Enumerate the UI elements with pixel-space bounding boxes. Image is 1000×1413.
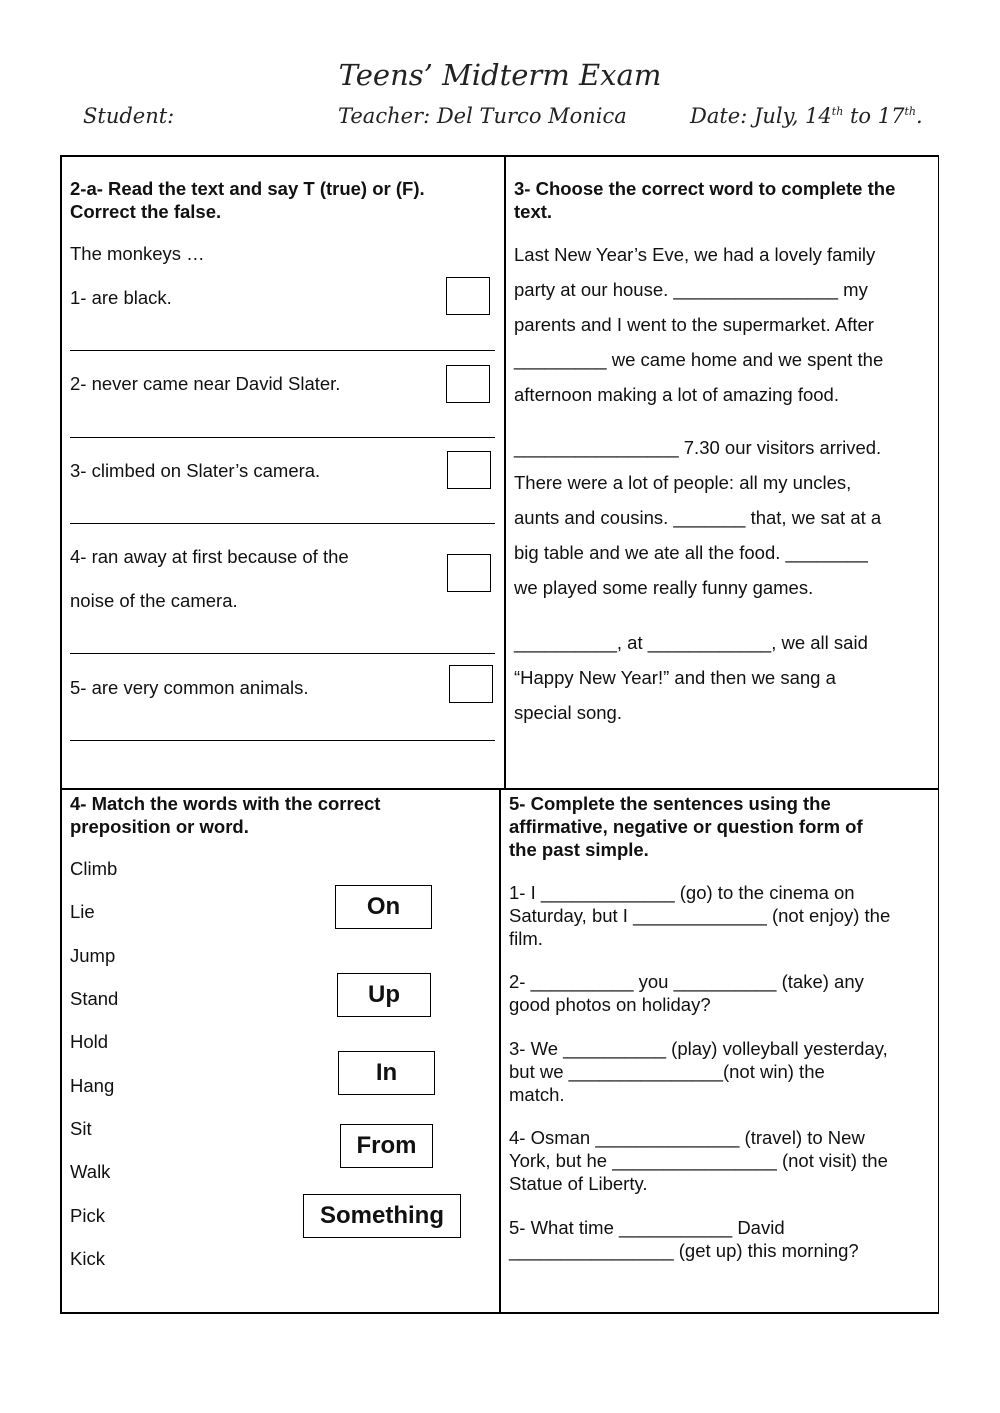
option-up[interactable]: Up (337, 973, 431, 1017)
tf-statement-1: 1- are black. (70, 287, 172, 308)
correction-line-4[interactable] (70, 653, 495, 654)
table-border-top (60, 155, 939, 157)
paragraph-line: parents and I went to the supermarket. After (514, 314, 874, 335)
paragraph-line: ________________ 7.30 our visitors arrived. (514, 437, 882, 458)
paragraph-line: There were a lot of people: all my uncles, (514, 472, 852, 493)
sentence-line: but we _______________(not win) the (509, 1061, 825, 1082)
correction-line-5[interactable] (70, 740, 495, 741)
sentence-line: 2- __________ you __________ (take) any (509, 971, 864, 992)
sentence-4 (509, 1126, 888, 1195)
section-4-heading-line1: 4- Match the words with the correct (70, 793, 381, 814)
verb-jump: Jump (70, 945, 116, 966)
paragraph-line: _________ we came home and we spent the (514, 349, 884, 370)
date-sup-2: th (904, 105, 916, 118)
date-prefix: Date: July, 14 (690, 104, 832, 128)
tf-statement-4-cont: noise of the camera. (70, 590, 238, 611)
section-3-paragraph-1 (514, 237, 883, 412)
correction-line-1[interactable] (70, 350, 495, 351)
section-2a-heading-line1: 2-a- Read the text and say T (true) or (F). (70, 178, 425, 199)
paragraph-line: special song. (514, 702, 622, 723)
section-4-heading-line2: preposition or word. (70, 816, 249, 837)
teacher-label: Teacher: Del Turco Monica (338, 104, 627, 128)
section-3-heading-line1: 3- Choose the correct word to complete the (514, 178, 896, 199)
paragraph-line: we played some really funny games. (514, 577, 814, 598)
paragraph-line: __________, at ____________, we all said (514, 632, 868, 653)
verb-sit: Sit (70, 1118, 92, 1139)
option-in[interactable]: In (338, 1051, 435, 1095)
section-5-heading-line3: the past simple. (509, 839, 649, 860)
verb-walk: Walk (70, 1161, 111, 1182)
sentence-line: good photos on holiday? (509, 994, 711, 1015)
table-divider-upper (504, 155, 506, 789)
paragraph-line: aunts and cousins. _______ that, we sat at a (514, 507, 882, 528)
section-3-heading-line2: text. (514, 201, 553, 222)
correction-line-2[interactable] (70, 437, 495, 438)
sentence-5 (509, 1216, 859, 1262)
date-sup-1: th (831, 105, 844, 118)
paragraph-line: party at our house. ________________ my (514, 279, 868, 300)
sentence-line: Statue of Liberty. (509, 1173, 648, 1194)
tf-statement-3: 3- climbed on Slater’s camera. (70, 460, 321, 481)
section-3-paragraph-2 (514, 430, 881, 605)
date-label (690, 104, 923, 128)
table-border-left (60, 155, 62, 1313)
verb-kick: Kick (70, 1248, 105, 1269)
paragraph-line: Last New Year’s Eve, we had a lovely family (514, 244, 876, 265)
sentence-line: 1- I _____________ (go) to the cinema on (509, 882, 855, 903)
sentence-line: film. (509, 928, 543, 949)
page-title: Teens’ Midterm Exam (338, 58, 662, 92)
option-on[interactable]: On (335, 885, 432, 929)
paragraph-line: “Happy New Year!” and then we sang a (514, 667, 836, 688)
sentence-line: 4- Osman ______________ (travel) to New (509, 1127, 865, 1148)
tf-answer-box-2[interactable] (446, 365, 490, 403)
table-divider-lower (499, 789, 501, 1313)
option-something[interactable]: Something (303, 1194, 461, 1238)
paragraph-line: afternoon making a lot of amazing food. (514, 384, 839, 405)
paragraph-line: big table and we ate all the food. ________ (514, 542, 868, 563)
sentence-3 (509, 1037, 888, 1106)
tf-answer-box-3[interactable] (447, 451, 491, 489)
sentence-line: Saturday, but I _____________ (not enjoy) the (509, 905, 891, 926)
section-5-heading-line2: affirmative, negative or question form of (509, 816, 863, 837)
verb-hold: Hold (70, 1031, 109, 1052)
table-border-right (938, 155, 940, 1313)
date-mid: to 17 (843, 104, 905, 128)
tf-answer-box-1[interactable] (446, 277, 490, 315)
tf-answer-box-4[interactable] (447, 554, 491, 592)
verb-lie: Lie (70, 901, 95, 922)
section-2a-heading-line2: Correct the false. (70, 201, 222, 222)
sentence-line: York, but he ________________ (not visit) the (509, 1150, 888, 1171)
tf-statement-4: 4- ran away at first because of the (70, 546, 349, 567)
tf-statement-2: 2- never came near David Slater. (70, 373, 341, 394)
sentence-line: 5- What time ___________ David (509, 1217, 785, 1238)
sentence-line: ________________ (get up) this morning? (509, 1240, 859, 1261)
sentence-2 (509, 970, 864, 1016)
option-from[interactable]: From (340, 1124, 433, 1168)
table-divider-middle (60, 788, 939, 790)
correction-line-3[interactable] (70, 523, 495, 524)
section-2a-intro: The monkeys … (70, 243, 205, 264)
sentence-line: match. (509, 1084, 565, 1105)
verb-pick: Pick (70, 1205, 105, 1226)
tf-answer-box-5[interactable] (449, 665, 493, 703)
verb-hang: Hang (70, 1075, 115, 1096)
sentence-1 (509, 881, 890, 950)
student-label: Student: (83, 104, 175, 128)
sentence-line: 3- We __________ (play) volleyball yesterday, (509, 1038, 888, 1059)
section-5-heading-line1: 5- Complete the sentences using the (509, 793, 831, 814)
verb-climb: Climb (70, 858, 118, 879)
verb-stand: Stand (70, 988, 119, 1009)
date-end: . (915, 104, 923, 128)
section-3-paragraph-3 (514, 625, 868, 730)
tf-statement-5: 5- are very common animals. (70, 677, 309, 698)
